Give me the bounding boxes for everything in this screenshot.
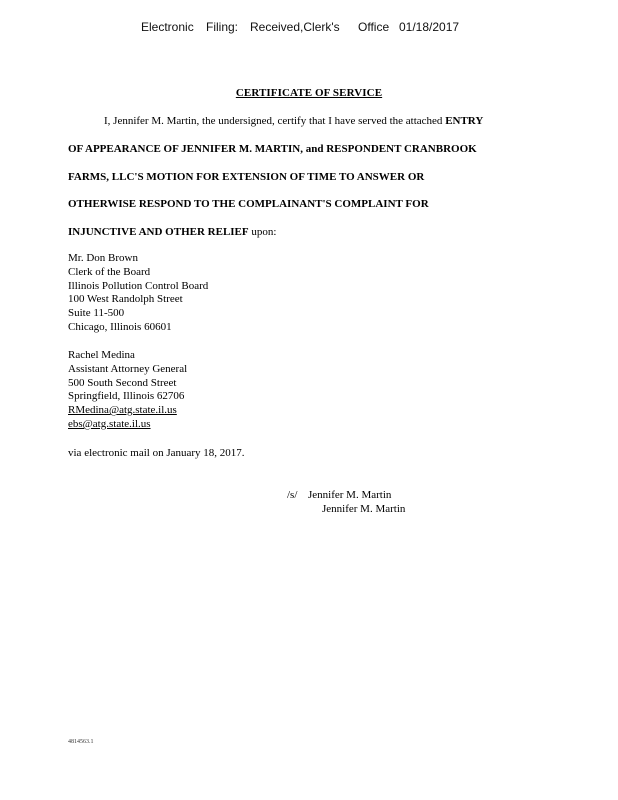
recipient-1-organization: Illinois Pollution Control Board	[68, 279, 209, 292]
stamp-word-electronic: Electronic	[141, 20, 194, 34]
recipient-1-street: 100 West Randolph Street	[68, 293, 183, 306]
recipient-2-title: Assistant Attorney General	[68, 362, 188, 375]
signature-electronic: Jennifer M. Martin	[308, 489, 392, 501]
recipient-2-name: Rachel Medina	[68, 349, 135, 361]
stamp-word-received-clerks: Received,Clerk's	[250, 20, 340, 34]
certificate-body-line-4-bold: OTHERWISE RESPOND TO THE COMPLAINANT'S COMPLAINT FOR	[68, 198, 429, 210]
recipient-2-email-link[interactable]: RMedina@atg.state.il.us	[68, 404, 177, 417]
document-footer-id: 4814563.1	[68, 739, 94, 745]
certificate-title: CERTIFICATE OF SERVICE	[235, 87, 383, 99]
stamp-word-filing: Filing:	[206, 20, 239, 34]
recipient-1-title: Clerk of the Board	[68, 265, 151, 278]
certificate-body-line-3-bold: FARMS, LLC'S MOTION FOR EXTENSION OF TIME TO ANSWER OR	[68, 171, 425, 183]
signature-printed-name: Jennifer M. Martin	[322, 503, 406, 515]
certificate-body-line-1-bold: ENTRY	[445, 115, 484, 127]
delivery-statement: via electronic mail on January 18, 2017.	[68, 447, 245, 459]
recipient-2-email-link-secondary[interactable]: ebs@atg.state.il.us	[68, 417, 151, 430]
certificate-body-line-5	[68, 225, 276, 239]
certificate-body-line-2-bold: OF APPEARANCE OF JENNIFER M. MARTIN, and RESPONDENT CRANBROOK	[68, 143, 477, 155]
recipient-1-city: Chicago, Illinois 60601	[68, 320, 172, 333]
electronic-filing-stamp	[0, 20, 618, 36]
certificate-body-line-5-text: upon:	[248, 226, 277, 238]
stamp-date: 01/18/2017	[399, 20, 460, 34]
recipient-2-street: 500 South Second Street	[68, 376, 177, 389]
certificate-body-line-2	[68, 142, 477, 156]
recipient-1-name: Mr. Don Brown	[68, 252, 138, 264]
certificate-body-line-3	[68, 170, 424, 184]
certificate-body-line-1-text: I, Jennifer M. Martin, the undersigned, certify that I have served the attached	[104, 115, 446, 127]
recipient-1-suite: Suite 11-500	[68, 307, 125, 320]
certificate-body-line-5-bold: INJUNCTIVE AND OTHER RELIEF	[68, 226, 249, 238]
recipient-address-block-1	[68, 252, 208, 335]
stamp-word-office: Office	[358, 20, 390, 34]
certificate-body-line-4	[68, 197, 429, 211]
recipient-address-block-2	[68, 349, 187, 432]
recipient-2-city: Springfield, Illinois 62706	[68, 390, 185, 403]
signature-prefix: /s/	[287, 489, 298, 501]
certificate-body-line-1	[104, 114, 483, 128]
